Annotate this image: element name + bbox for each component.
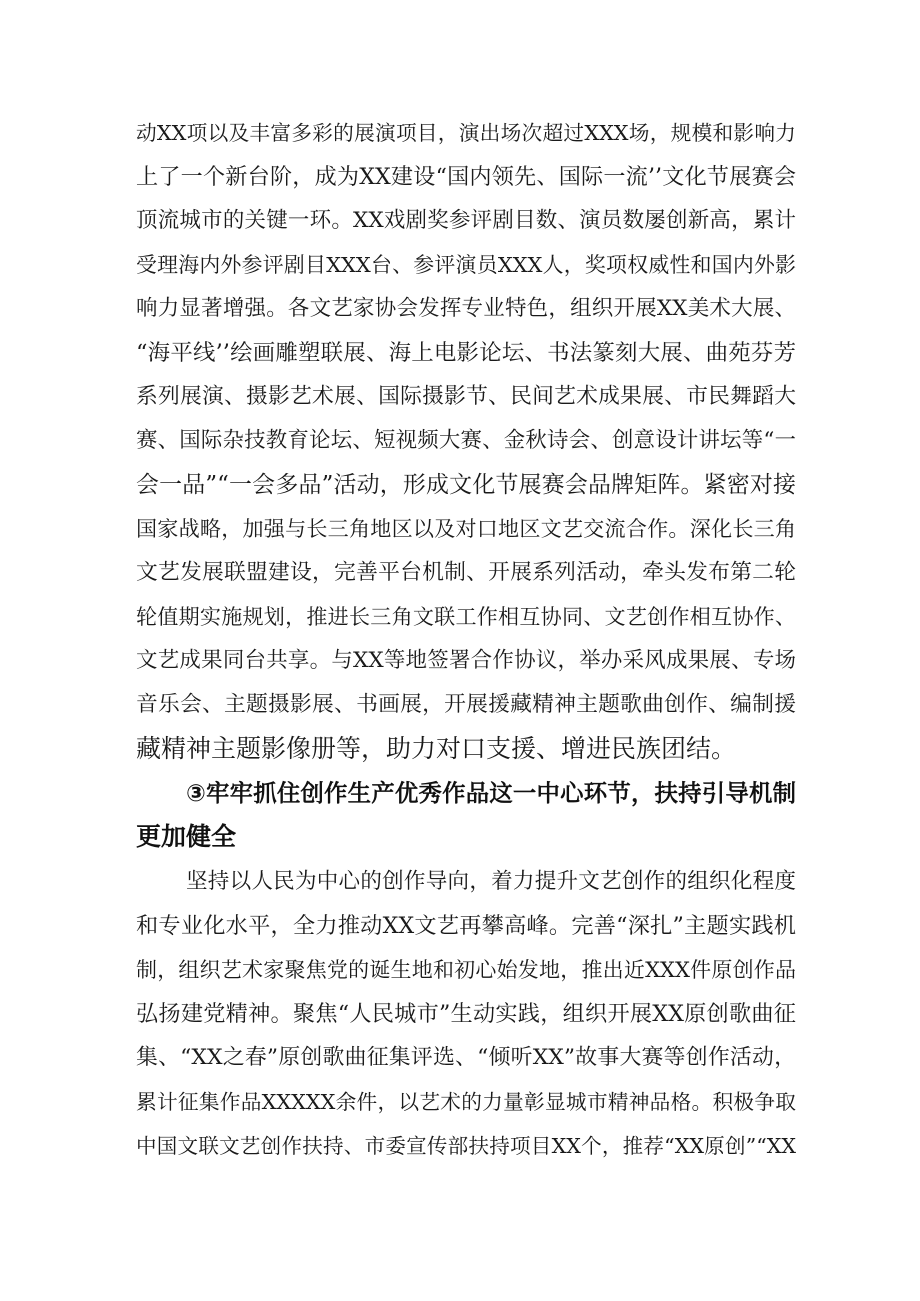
paragraph-line: 和专业化水平，全力推动XX文艺再攀高峰。完善“深扎”主题实践机 xyxy=(136,913,796,939)
paragraph-line: 顶流城市的关键一环。XX戏剧奖参评剧目数、演员数屡创新高，累计 xyxy=(136,208,796,233)
paragraph-line: 弘扬建党精神。聚焦“人民城市”生动实践，组织开展XX原创歌曲征 xyxy=(136,1001,796,1027)
paragraph-line: 轮值期实施规划，推进长三角文联工作相互协同、文艺创作相互协作、 xyxy=(136,604,796,629)
heading-line: ③牢牢抓住创作生产优秀作品这一中心环节，扶持引导机制 xyxy=(186,779,796,807)
paragraph-line: “海平线’’绘画雕塑联展、海上电影论坛、书法篆刻大展、曲苑芬芳 xyxy=(136,340,796,366)
heading-line: 更加健全 xyxy=(136,822,237,851)
paragraph-line: 受理海内外参评剧目XXX台、参评演员XXX人，奖项权威性和国内外影 xyxy=(136,253,796,277)
paragraph-line: 动XX项以及丰富多彩的展演项目，演出场次超过XXX场，规模和影响力 xyxy=(136,121,796,145)
paragraph-line: 藏精神主题影像册等，助力对口支援、增进民族团结。 xyxy=(136,734,737,763)
paragraph-line: 累计征集作品XXXXX余件，以艺术的力量彰显城市精神品格。积极争取 xyxy=(136,1090,796,1114)
paragraph-line: 文艺发展联盟建设，完善平台机制、开展系列活动，牵头发布第二轮 xyxy=(136,560,796,585)
paragraph-line: 国家战略，加强与长三角地区以及对口地区文艺交流合作。深化长三角 xyxy=(136,516,796,541)
paragraph-line: 文艺成果同台共享。与XX等地签署合作协议，举办采风成果展、专场 xyxy=(136,648,796,673)
paragraph-line: 音乐会、主题摄影展、书画展，开展援藏精神主题歌曲创作、编制援 xyxy=(136,692,796,717)
paragraph-line: 坚持以人民为中心的创作导向，着力提升文艺创作的组织化程度 xyxy=(186,869,796,894)
paragraph-line: 上了一个新台阶，成为XX建设“国内领先、国际一流’’文化节展赛会 xyxy=(136,164,796,190)
paragraph-line: 赛、国际杂技教育论坛、短视频大赛、金秋诗会、创意设计讲坛等“一 xyxy=(136,428,796,453)
paragraph-line: 系列展演、摄影艺术展、国际摄影节、民间艺术成果展、市民舞蹈大 xyxy=(136,384,796,409)
paragraph-line: 集、“XX之春”原创歌曲征集评选、“倾听XX”故事大赛等创作活动， xyxy=(136,1045,796,1070)
paragraph-line: 响力显著增强。各文艺家协会发挥专业特色，组织开展XX美术大展、 xyxy=(136,296,796,321)
paragraph-line: 会一品”“一会多品”活动，形成文化节展赛会品牌矩阵。紧密对接 xyxy=(136,472,796,498)
paragraph-line: 中国文联文艺创作扶持、市委宣传部扶持项目XX个，推荐“XX原创”“XX xyxy=(136,1134,796,1158)
paragraph-line: 制，组织艺术家聚焦党的诞生地和初心始发地，推出近XXX件原创作品 xyxy=(136,958,796,982)
